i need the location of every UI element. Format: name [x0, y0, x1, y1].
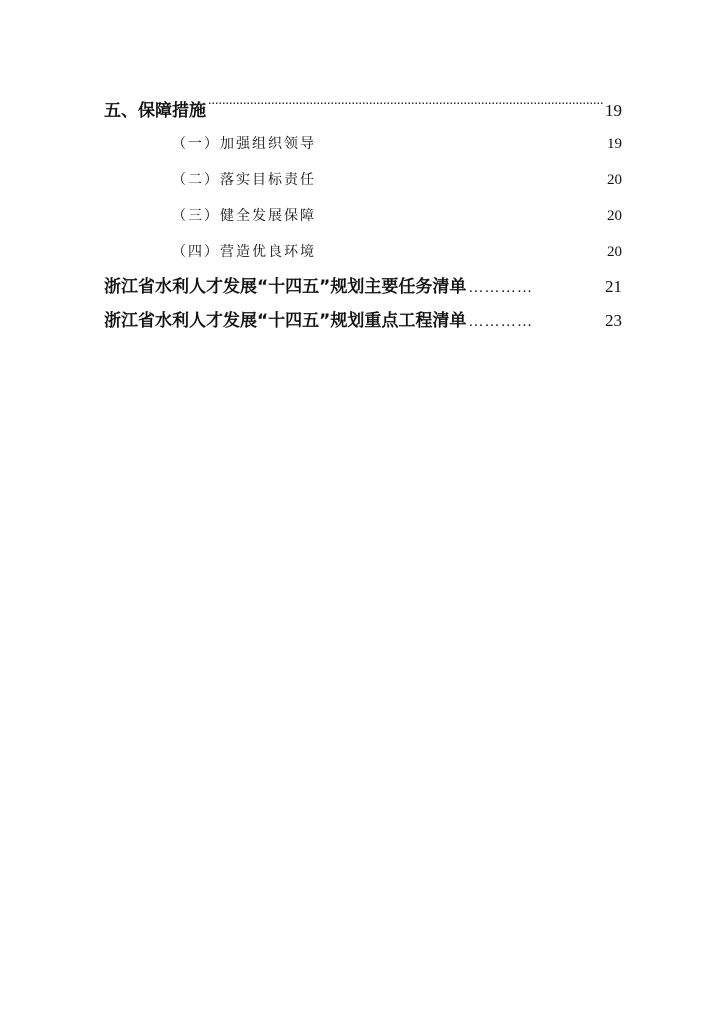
toc-entry-page: 20: [607, 244, 622, 260]
toc-entry-label: （二）落实目标责任: [172, 172, 316, 188]
toc-entry-label: 五、保障措施: [104, 101, 206, 121]
toc-entry-label: （一）加强组织领导: [172, 136, 316, 152]
toc-entry-label: （三）健全发展保障: [172, 208, 316, 224]
dot-leader: [318, 170, 605, 184]
dot-leader: [318, 134, 605, 148]
dot-leader: [208, 102, 603, 116]
toc-entry-page: 20: [607, 172, 622, 188]
dot-leader: …………: [468, 314, 534, 330]
toc-entry-page: 19: [607, 136, 622, 152]
toc-entry-label: 浙江省水利人才发展“十四五”规划重点工程清单: [104, 311, 467, 331]
toc-entry-subsection-3[interactable]: [104, 198, 622, 234]
toc-entry-label: 浙江省水利人才发展“十四五”规划主要任务清单: [104, 277, 467, 297]
dot-leader: [318, 206, 605, 220]
toc-entry-subsection-4[interactable]: [104, 234, 622, 270]
toc-entry-appendix-projects[interactable]: [104, 304, 622, 338]
toc-entry-page: 19: [605, 101, 622, 120]
toc-entry-page: 23: [605, 311, 622, 330]
toc-entry-label: （四）营造优良环境: [172, 244, 316, 260]
dot-leader: …………: [468, 280, 534, 296]
toc-entry-page: 21: [605, 277, 622, 296]
dot-leader: [318, 242, 605, 256]
toc-entry-subsection-2[interactable]: [104, 162, 622, 198]
toc-entry-page: 20: [607, 208, 622, 224]
toc-entry-section-5[interactable]: [104, 96, 622, 126]
toc-entry-appendix-tasks[interactable]: [104, 270, 622, 304]
table-of-contents: [104, 96, 622, 338]
toc-entry-subsection-1[interactable]: [104, 126, 622, 162]
